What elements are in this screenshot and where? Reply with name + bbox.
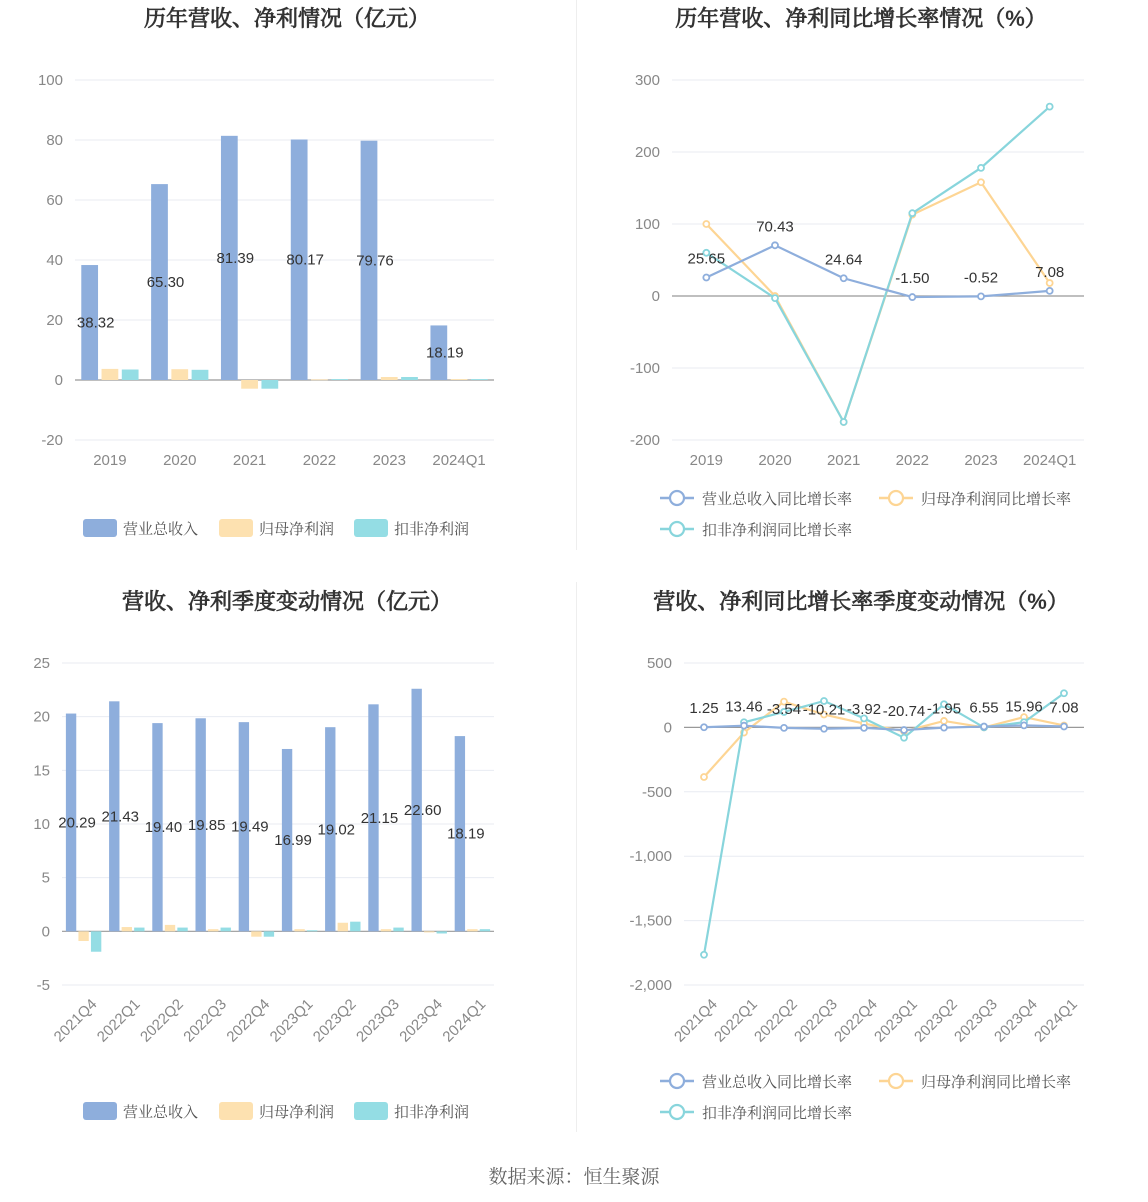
legend-label: 营业总收入 [123,1104,199,1121]
data-label: -10.21 [802,701,846,719]
y-tick-label: 40 [46,252,63,269]
data-label: 6.55 [969,699,999,717]
data-label: 19.85 [187,816,226,834]
y-tick-label: 0 [54,372,63,389]
x-tick-label: 2023Q3 [951,995,1001,1046]
bar [192,370,209,380]
data-point [772,295,778,301]
x-tick-label: 2024Q1 [432,452,486,469]
data-point [981,724,987,730]
bar [78,931,88,941]
legend-label: 扣非净利润同比增长率 [702,522,853,539]
annual-growth-rate-svg [574,0,1148,580]
x-tick-label: 2020 [758,452,792,469]
x-tick-label: 2019 [689,452,724,469]
bar [251,931,261,936]
data-point [909,210,915,216]
legend-swatch [219,519,253,537]
data-point [741,723,747,729]
data-label: 7.08 [1035,263,1065,281]
bar [350,922,360,932]
legend-swatch [219,1102,253,1120]
data-label: -3.92 [846,700,882,718]
x-tick-label: 2021 [232,452,267,469]
panel-divider-top [576,0,577,550]
legend-label: 扣非净利润同比增长率 [702,1105,853,1122]
x-tick-label: 2020 [163,452,197,469]
data-point [941,725,947,731]
data-label: 7.08 [1049,699,1079,717]
bar [122,370,139,381]
bar [91,931,101,951]
data-point [841,275,847,281]
x-tick-label: 2023Q4 [396,995,447,1046]
legend-label: 归母净利润 [259,1104,335,1121]
bar [208,929,218,931]
data-label: 22.60 [403,802,442,820]
y-tick-label: 300 [634,72,660,89]
bar [221,928,231,932]
data-point [1047,104,1053,110]
data-label: 24.64 [824,251,863,269]
data-point [1061,690,1067,696]
x-tick-label: 2023Q4 [991,995,1041,1046]
data-label: -3.54 [766,700,802,718]
legend-label: 归母净利润同比增长率 [921,1074,1072,1091]
data-point [901,735,907,741]
y-tick-label: 15 [33,762,50,780]
bar [437,931,447,933]
x-tick-label: 2023 [372,452,406,469]
quarterly-revenue-profit-chart [0,580,574,1160]
chart-title: 历年营收、净利情况（亿元） [143,6,431,31]
bar [165,925,175,931]
y-tick-label: 100 [634,216,660,233]
data-point [978,179,984,185]
y-tick-label: 5 [41,869,50,887]
legend-label: 营业总收入同比增长率 [702,491,853,508]
data-label: 19.49 [231,818,269,836]
y-tick-label: -500 [641,783,672,801]
x-tick-label: 2019 [93,452,127,469]
data-point [1047,288,1053,294]
data-label: -1.50 [895,270,930,288]
bar [381,929,391,931]
quarterly-growth-rate-chart [574,580,1148,1160]
x-tick-label: 2022Q1 [93,995,144,1046]
data-label: 19.40 [144,819,183,837]
bar [424,931,434,932]
data-point [701,952,707,958]
data-label: 70.43 [756,218,794,236]
series-line [706,107,1049,422]
bar [134,928,144,932]
data-label: 79.76 [356,252,394,270]
data-label: -20.74 [882,703,926,721]
x-tick-label: 2022Q1 [711,995,761,1046]
y-tick-label: 20 [33,708,50,726]
data-label: 16.99 [274,832,312,850]
x-tick-label: 2022Q2 [751,995,801,1046]
data-point [703,221,709,227]
legend-marker [670,1074,684,1088]
x-tick-label: 2023Q3 [353,995,403,1046]
data-point [901,727,907,733]
bar [393,928,403,932]
legend-marker [889,491,903,505]
legend-marker [670,1105,684,1119]
legend-label: 归母净利润 [259,521,335,538]
data-point [821,726,827,732]
legend-marker [889,1074,903,1088]
y-tick-label: -2,000 [629,977,672,994]
legend-swatch [83,519,117,537]
data-label: 25.65 [687,250,726,268]
data-point [861,725,867,731]
bar [177,928,187,932]
legend-swatch [354,519,388,537]
x-tick-label: 2024Q1 [1022,452,1077,469]
bar [467,929,477,931]
bar [381,377,398,380]
data-label: 18.19 [426,344,464,362]
annual-revenue-profit-chart [0,0,574,580]
legend-label: 营业总收入同比增长率 [702,1074,853,1091]
data-label: 18.19 [447,825,485,843]
data-point [703,275,709,281]
y-tick-label: 0 [41,923,50,941]
bar [241,380,258,389]
data-label: 21.15 [360,809,399,827]
legend-swatch [83,1102,117,1120]
x-tick-label: 2023Q2 [309,995,360,1046]
y-tick-label: 0 [663,719,672,737]
data-point [1021,722,1027,728]
x-tick-label: 2021Q4 [671,995,721,1046]
x-tick-label: 2021Q4 [50,995,101,1046]
y-tick-label: 80 [46,132,63,149]
data-point [941,718,947,724]
y-tick-label: 500 [646,655,672,672]
legend-label: 归母净利润同比增长率 [921,491,1072,508]
data-point [1061,723,1067,729]
bar [401,377,418,380]
x-tick-label: 2022Q4 [831,995,881,1046]
bar [451,379,468,380]
y-tick-label: 60 [46,192,63,209]
y-tick-label: 25 [33,655,50,672]
x-tick-label: 2023 [964,452,998,469]
data-label: -0.52 [963,269,999,287]
y-tick-label: 200 [634,144,660,161]
data-label: 80.17 [286,251,324,269]
data-label: 65.30 [146,274,185,292]
data-point [978,293,984,299]
x-tick-label: 2022 [895,452,930,469]
panel-divider-bottom [576,582,577,1132]
data-label: -1.95 [926,700,962,718]
data-point [909,294,915,300]
data-source: 数据来源：恒生聚源 [488,1167,660,1188]
series-line [706,245,1049,297]
data-point [781,725,787,731]
x-tick-label: 2023Q2 [911,995,961,1046]
data-label: 13.46 [725,698,763,716]
y-tick-label: 10 [33,816,50,833]
bar [311,379,328,380]
data-point [841,419,847,425]
bar [261,380,278,389]
bar [294,929,304,931]
x-tick-label: 2024Q1 [439,995,490,1046]
legend-label: 营业总收入 [123,521,199,538]
x-tick-label: 2023Q1 [871,995,921,1046]
bar [471,379,488,380]
data-point [772,242,778,248]
bar [102,369,119,380]
y-tick-label: -1,500 [629,912,672,930]
y-tick-label: 20 [46,312,63,329]
y-tick-label: -1,000 [629,848,672,866]
quarterly-growth-rate-svg [574,580,1148,1160]
legend-label: 扣非净利润 [394,1104,470,1121]
legend-marker [670,522,684,536]
data-label: 21.43 [101,808,140,826]
x-tick-label: 2024Q1 [1031,995,1081,1046]
y-tick-label: -5 [36,977,50,994]
chart-title: 营收、净利季度变动情况（亿元） [121,589,453,614]
data-point [701,724,707,730]
x-tick-label: 2022Q3 [180,995,231,1046]
data-point [701,774,707,780]
x-tick-label: 2023Q1 [266,995,317,1046]
quarterly-revenue-profit-svg [0,580,574,1160]
legend-swatch [354,1102,388,1120]
data-label: 38.32 [76,314,115,332]
x-tick-label: 2022Q4 [223,995,274,1046]
data-label: 1.25 [689,700,719,718]
y-tick-label: -200 [629,432,660,449]
bar [171,369,188,380]
bar [480,929,490,931]
bar [307,930,317,931]
annual-growth-rate-chart [574,0,1148,580]
bar [338,923,348,932]
legend-marker [670,491,684,505]
annual-revenue-profit-svg [0,0,574,580]
bar [122,927,132,931]
x-tick-label: 2022Q3 [791,995,841,1046]
chart-title: 历年营收、净利同比增长率情况（%） [675,6,1047,31]
data-label: 19.02 [317,821,356,839]
data-point [978,165,984,171]
x-tick-label: 2022Q2 [137,995,187,1046]
y-tick-label: -20 [41,432,63,449]
series-line [704,693,1064,954]
x-tick-label: 2022 [302,452,337,469]
data-label: 81.39 [216,249,255,267]
bar [264,931,274,936]
y-tick-label: -100 [629,360,660,377]
y-tick-label: 0 [651,288,660,305]
legend-label: 扣非净利润 [394,521,470,538]
data-label: 15.96 [1005,698,1043,716]
chart-title: 营收、净利同比增长率季度变动情况（%） [653,589,1069,614]
data-point [1047,280,1053,286]
data-label: 20.29 [58,814,96,832]
bar [331,379,348,380]
x-tick-label: 2021 [826,452,861,469]
y-tick-label: 100 [37,72,63,89]
